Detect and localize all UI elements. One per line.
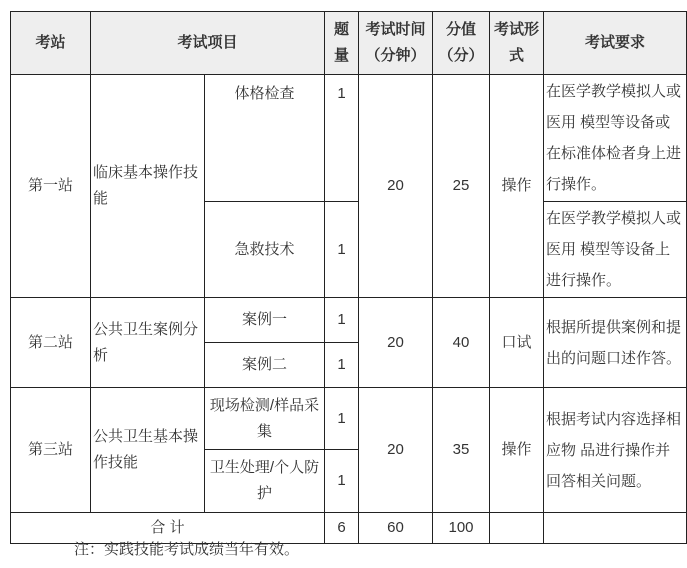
station-time: 20 xyxy=(359,75,433,298)
header-score: 分值（分） xyxy=(433,12,490,75)
item-name: 案例二 xyxy=(205,343,325,388)
station-time: 20 xyxy=(359,388,433,513)
station-score: 25 xyxy=(433,75,490,298)
footnote: 注：实践技能考试成绩当年有效。 xyxy=(74,541,300,558)
table-row xyxy=(11,75,687,202)
item-name: 急救技术 xyxy=(205,202,325,298)
station-name: 第一站 xyxy=(11,75,91,298)
total-requirement-empty xyxy=(544,513,687,544)
total-label: 合 计 xyxy=(11,513,325,544)
station-requirement: 根据考试内容选择相应物 品进行操作并回答相关问题。 xyxy=(544,388,687,513)
item-name: 卫生处理/个人防护 xyxy=(205,450,325,513)
header-count: 题量 xyxy=(325,12,359,75)
station-project: 公共卫生案例分析 xyxy=(91,298,205,388)
station-time: 20 xyxy=(359,298,433,388)
item-requirement: 在医学教学模拟人或医用 模型等设备上进行操作。 xyxy=(544,202,687,298)
item-name: 体格检查 xyxy=(205,75,325,202)
header-row xyxy=(11,12,687,75)
item-count: 1 xyxy=(325,75,359,202)
exam-table xyxy=(10,11,687,544)
header-time: 考试时间（分钟） xyxy=(359,12,433,75)
item-count: 1 xyxy=(325,388,359,450)
total-score: 100 xyxy=(433,513,490,544)
station-score: 40 xyxy=(433,298,490,388)
item-name: 现场检测/样品采集 xyxy=(205,388,325,450)
total-count: 6 xyxy=(325,513,359,544)
station-name: 第二站 xyxy=(11,298,91,388)
item-count: 1 xyxy=(325,343,359,388)
total-time: 60 xyxy=(359,513,433,544)
item-count: 1 xyxy=(325,202,359,298)
header-requirement: 考试要求 xyxy=(544,12,687,75)
total-form-empty xyxy=(490,513,544,544)
station-form: 操作 xyxy=(490,75,544,298)
station-project: 公共卫生基本操作技能 xyxy=(91,388,205,513)
station-form: 操作 xyxy=(490,388,544,513)
table-row xyxy=(11,298,687,343)
item-count: 1 xyxy=(325,298,359,343)
station-score: 35 xyxy=(433,388,490,513)
header-station: 考站 xyxy=(11,12,91,75)
station-requirement: 根据所提供案例和提出的问题口述作答。 xyxy=(544,298,687,388)
station-project: 临床基本操作技能 xyxy=(91,75,205,298)
item-name: 案例一 xyxy=(205,298,325,343)
item-requirement: 在医学教学模拟人或医用 模型等设备或在标准体检者身上进行操作。 xyxy=(544,75,687,202)
header-form: 考试形式 xyxy=(490,12,544,75)
header-project: 考试项目 xyxy=(91,12,325,75)
station-name: 第三站 xyxy=(11,388,91,513)
station-form: 口试 xyxy=(490,298,544,388)
table-row xyxy=(11,388,687,450)
item-count: 1 xyxy=(325,450,359,513)
